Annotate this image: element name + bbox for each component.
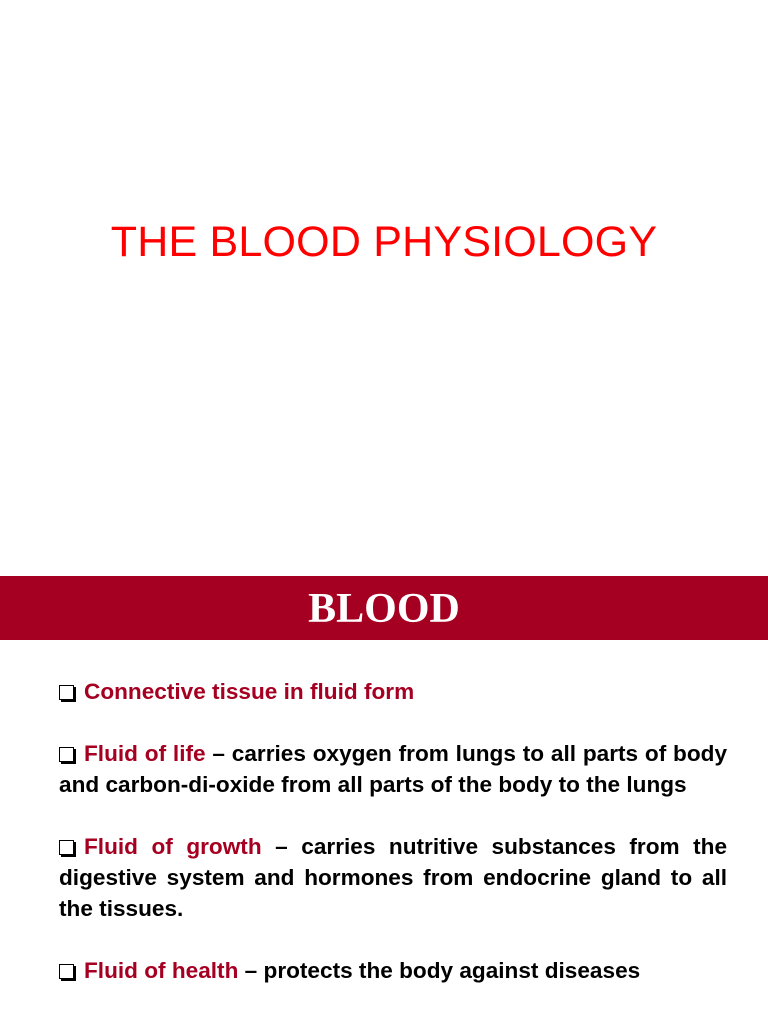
bullet-separator: – [212,741,225,766]
bullet-item [59,831,727,924]
bullet-heading: Fluid of health [84,958,239,983]
checkbox-bullet-icon [59,685,74,700]
bullet-item [59,738,727,800]
bullet-item [59,955,727,986]
slide-title: THE BLOOD PHYSIOLOGY [110,218,658,266]
checkbox-bullet-icon [59,964,74,979]
section-title: BLOOD [308,586,460,632]
bullet-list [59,676,727,1017]
checkbox-bullet-icon [59,747,74,762]
bullet-text: carries oxygen from lungs to all parts of body and carbon-di-oxide from all parts of the body to the lungs [59,741,728,797]
bullet-heading: Connective tissue in fluid form [84,679,415,704]
bullet-text: carries nutritive substances from the digestive system and hormones from endocrine gland to all the tissues. [59,834,728,921]
bullet-text: protects the body against diseases [263,958,641,983]
bullet-heading: Fluid of growth [84,834,262,859]
bullet-item [59,676,727,707]
checkbox-bullet-icon [59,840,74,855]
section-banner [0,576,768,640]
bullet-heading: Fluid of life [84,741,206,766]
bullet-separator: – [244,958,258,983]
bullet-separator: – [275,834,288,859]
